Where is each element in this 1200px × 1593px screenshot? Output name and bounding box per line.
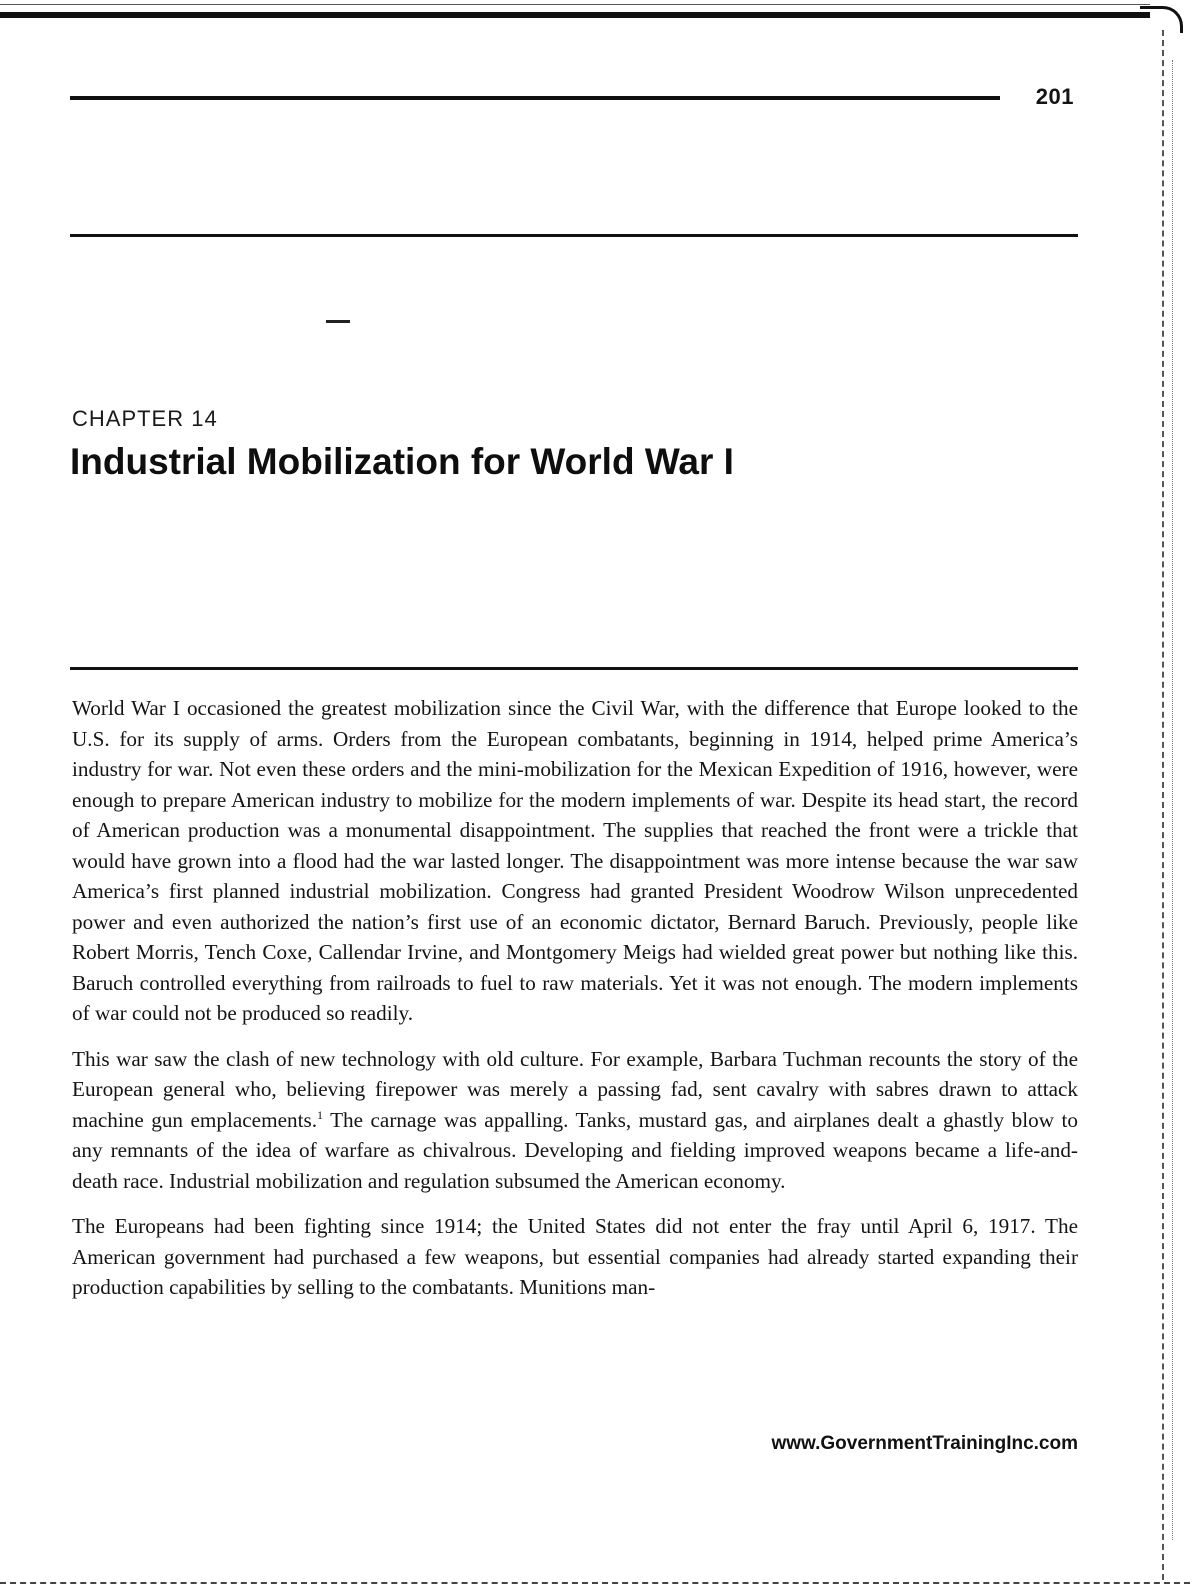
paragraph-1: World War I occasioned the greatest mobilization since the Civil War, with the difference that Europe looked to the U.S. for its supply of arms. Orders from the European combatants, beginning in 1914, helped prime America’s industry for war. Not even these orders and the mini-mobilization for the Mexican Expedition of 1916, however, were enough to prepare American industry to mobilize for the modern implements of war. Despite its head start, the record of American production was a monumental disappointment. The supplies that reached the front were a trickle that would have grown into a flood had the war lasted longer. The disappointment was more intense because the war saw America’s first planned industrial mobilization. Congress had granted President Woodrow Wilson unprecedented power and even authorized the nation’s first use of an economic dictator, Bernard Baruch. Previously, people like Robert Morris, Tench Coxe, Callendar Irvine, and Montgomery Meigs had wielded great power but nothing like this. Baruch controlled everything from railroads to fuel to raw materials. Yet it was not enough. The modern implements of war could not be produced so readily. [72,696,1078,1025]
paragraph-2-text-b: The carnage was appalling. Tanks, mustard gas, and airplanes dealt a ghastly blow to any remnants of the idea of warfare as chivalrous. Developing and fielding improved weapons became a life-and-death race. Industrial mobilization and regulation subsumed the American economy. [72,1107,1078,1193]
chapter-bottom-rule [70,667,1078,670]
stray-mark [326,320,350,323]
paragraph-2 [72,1044,1078,1197]
footer-website-link[interactable]: www.GovernmentTrainingInc.com [771,1433,1078,1454]
chapter-label: CHAPTER 14 [72,406,218,431]
paragraph-2-text-a: This war saw the clash of new technology with old culture. For example, Barbara Tuchman recounts the story of the European general who, believing firepower was merely a passing fad, sent cavalry with sabres drawn to attack machine gun emplacements. [72,1046,1078,1132]
scan-edge-right [1162,30,1164,1580]
scan-edge-top-thin [0,4,1150,5]
page-number: 201 [1035,84,1074,109]
scan-edge-top [0,12,1150,18]
body-text [72,693,1078,1318]
paragraph-3: The Europeans had been fighting since 1914; the United States did not enter the fray until April 6, 1917. The American government had purchased a few weapons, but essential companies had already started expanding their production capabilities by selling to the combatants. Munitions man- [72,1214,1078,1299]
chapter-title: Industrial Mobilization for World War I [70,441,734,482]
scan-edge-right-inner [1172,60,1173,1540]
scan-edge-bottom [0,1582,1190,1584]
scan-page-curl [1140,6,1183,33]
header-rule [70,96,1000,100]
chapter-top-rule [70,234,1078,237]
footnote-marker[interactable]: 1 [317,1107,323,1122]
